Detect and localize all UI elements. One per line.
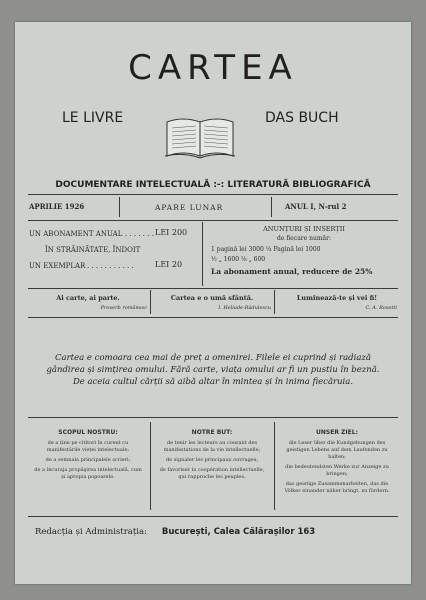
motto-2-text: Cartea e o umă sfântă. [170, 294, 254, 302]
dot-leader: . . . . . . . . . . . [87, 262, 134, 270]
footer-label: Redacția și Administrația: [35, 527, 147, 537]
divider [28, 417, 398, 418]
journal-title: CARTEA [128, 48, 298, 88]
column-item: de favoriser la coopération intellectuelle, qui rapproche les peuples. [159, 467, 265, 480]
column-item: de tenir les lecteurs au courant des manifestations de la vie intellectuelle; [163, 440, 261, 453]
column-german [281, 440, 393, 495]
quote-line-2: gândirea și simțirea omului. Fără carte, viața omului ar fi un pustiu în beznă. [46, 365, 380, 375]
quote-line-1: Cartea e comoara cea mai de preț a omenirei. Filele ei cuprind și radiază [55, 353, 371, 363]
divider [150, 422, 151, 510]
column-romanian [33, 440, 143, 481]
quote-line-3: De aceia cultul cărții să aibă altar în mintea și în inima fiecăruia. [72, 377, 354, 387]
footer [35, 527, 315, 537]
subscription-abroad-label: ÎN STRĂINĂTATE, ÎNDOIT [45, 246, 141, 254]
motto-1-source: Proverb românesc [100, 305, 147, 311]
column-french [157, 440, 267, 481]
divider [28, 220, 398, 221]
column-french-heading: NOTRE BUT: [191, 429, 233, 436]
open-book-icon [163, 110, 237, 162]
motto-3-text: Luminează-te și vei fi! [296, 294, 378, 302]
subscription-single-label: UN EXEMPLAR [29, 262, 86, 270]
divider [28, 194, 398, 195]
divider [28, 317, 398, 318]
editorial-quote [29, 352, 397, 388]
subscription-single-price: LEI 20 [155, 260, 183, 269]
motto-2-source: I. Heliade-Rădulescu [218, 305, 271, 311]
footer-address: București, Calea Călărașilor 163 [161, 527, 316, 537]
column-item: de a ține pe cititori în curent cu manifestările vieței intelectuale; [46, 440, 130, 453]
column-item: die bedeutendsten Werke zur Anzeige zu bringen; [285, 464, 389, 477]
column-item: de a semnala principalele scrieri; [45, 457, 131, 463]
ads-heading: ANUNȚURI ȘI INSERȚII [263, 225, 345, 233]
divider [28, 288, 398, 289]
motto-1-text: Ai carte, ai parte. [56, 294, 120, 302]
subscription-annual-price: LEI 200 [155, 228, 188, 237]
motto-3-source: C. A. Rosetti [365, 305, 397, 311]
ads-discount: La abonament anual, reducere de 25% [211, 267, 373, 276]
journal-cover [15, 22, 411, 584]
divider [150, 290, 151, 314]
divider [274, 422, 275, 510]
subscription-annual-label: UN ABONAMENT ANUAL [29, 230, 123, 238]
column-item: de a încuraja propăşirea intelectuală, cum și apropia popoarele. [34, 467, 142, 480]
divider [271, 197, 272, 217]
column-german-heading: UNSER ZIEL: [316, 429, 358, 436]
issue-number: ANUL I, N-rul 2 [285, 202, 347, 211]
divider [274, 290, 275, 314]
issue-date: APRILIE 1926 [29, 202, 85, 211]
ads-line-2: ½ „ 1600 ⅛ „ 600 [211, 256, 266, 263]
issue-frequency: APARE LUNAR [155, 203, 224, 212]
column-romanian-heading: SCOPUL NOSTRU: [58, 429, 118, 436]
divider [119, 197, 120, 217]
title-german: DAS BUCH [265, 110, 339, 126]
journal-subtitle: DOCUMENTARE INTELECTUALĂ :-: LITERATURĂ BIBLIOGRAFICĂ [55, 180, 371, 190]
dot-leader: . . . . . . . [125, 230, 154, 238]
column-item: das geistige Zusammenarbeiten, das die Völker einander näher bringt, zu fördern. [284, 481, 390, 494]
divider [202, 222, 203, 286]
divider [28, 516, 398, 517]
ads-subheading: de fiecare număr: [277, 235, 331, 242]
ads-line-1: 1 pagină lei 3000 ¼ Pagină lei 1000 [211, 246, 321, 253]
column-item: de signaler les principaux ouvrages; [165, 457, 259, 463]
title-french: LE LIVRE [62, 110, 124, 126]
column-item: die Leser über die Kundgebungen des geistigen Lebens auf dem Laufenden zu halten; [286, 440, 388, 460]
